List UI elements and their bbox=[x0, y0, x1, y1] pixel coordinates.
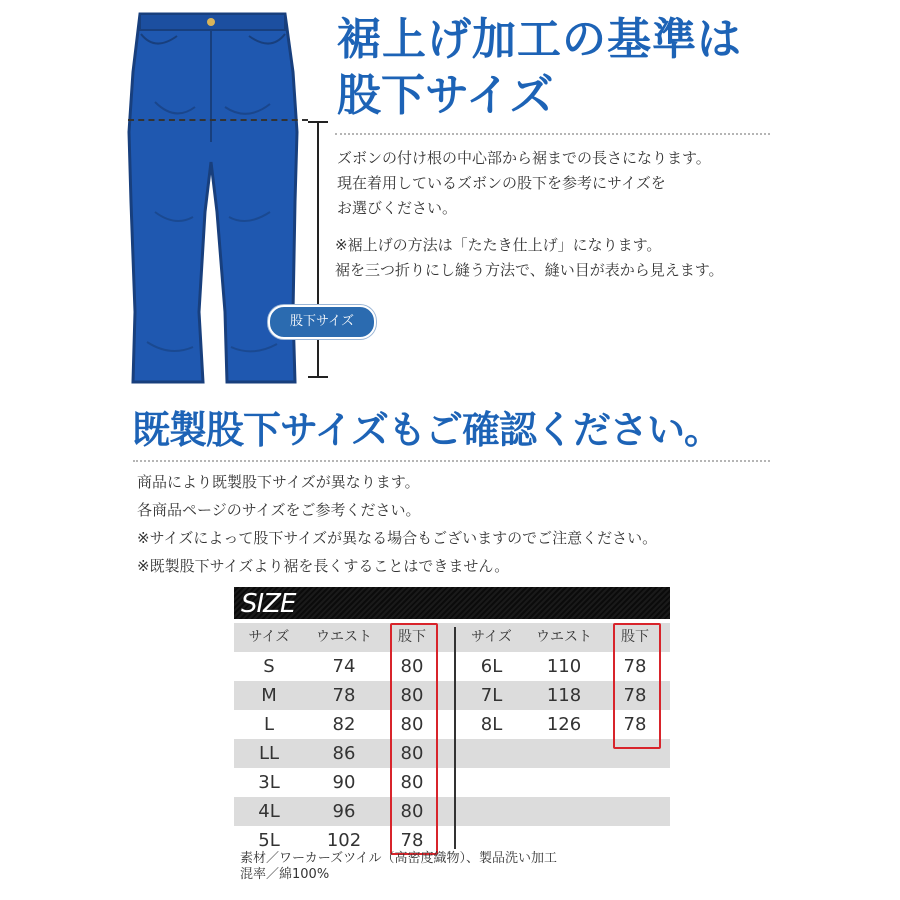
table-row bbox=[234, 681, 670, 710]
crotch-line bbox=[128, 119, 308, 121]
inseam-description bbox=[337, 146, 711, 221]
header-waist: ウエスト bbox=[316, 629, 372, 645]
size-cell: LL bbox=[258, 743, 280, 764]
section2-title: 既製股下サイズもご確認ください。 bbox=[132, 408, 721, 452]
table-row bbox=[234, 652, 670, 681]
table-row bbox=[234, 768, 670, 797]
inseam-label: 股下サイズ bbox=[268, 305, 376, 339]
header-size: サイズ bbox=[471, 629, 512, 645]
hem-note-line: ※裾上げの方法は「たたき仕上げ」になります。 bbox=[335, 236, 662, 254]
size-table-header-bar bbox=[234, 587, 670, 619]
waist-cell: 126 bbox=[546, 714, 582, 735]
waist-cell: 78 bbox=[332, 685, 356, 706]
table-row bbox=[234, 797, 670, 826]
column-divider bbox=[454, 627, 456, 849]
inseam-cell: 80 bbox=[400, 743, 424, 764]
size-table bbox=[234, 587, 670, 893]
description-line: 現在着用しているズボンの股下を参考にサイズを bbox=[337, 174, 666, 192]
waist-cell: 86 bbox=[332, 743, 356, 764]
headline-line2: 股下サイズ bbox=[337, 70, 554, 121]
size-cell: 6L bbox=[480, 656, 503, 677]
size-cell: S bbox=[263, 656, 275, 677]
inseam-cell: 80 bbox=[400, 772, 424, 793]
inseam-cell: 78 bbox=[400, 830, 424, 851]
size-cell: 4L bbox=[258, 801, 280, 822]
material-line: 素材／ワーカーズツイル（高密度織物）、製品洗い加工 bbox=[240, 851, 557, 866]
size-cell: 8L bbox=[480, 714, 503, 735]
inseam-highlight-right bbox=[613, 623, 661, 749]
header-inseam: 股下 bbox=[398, 629, 426, 645]
dotted-divider bbox=[335, 133, 770, 135]
inseam-cell: 78 bbox=[623, 685, 647, 706]
note-line: ※サイズによって股下サイズが異なる場合もございますのでご注意ください。 bbox=[137, 529, 658, 547]
size-cell: M bbox=[261, 685, 277, 706]
table-header-row bbox=[234, 623, 670, 652]
waist-cell: 74 bbox=[332, 656, 356, 677]
inseam-cell: 80 bbox=[400, 685, 424, 706]
waist-cell: 82 bbox=[332, 714, 356, 735]
size-cell: 7L bbox=[480, 685, 503, 706]
headline-line1: 裾上げ加工の基準は bbox=[337, 14, 742, 65]
inseam-measure-top bbox=[308, 121, 328, 123]
material-info bbox=[240, 851, 557, 883]
inseam-measure-bottom bbox=[308, 376, 328, 378]
description-line: ズボンの付け根の中心部から裾までの長さになります。 bbox=[337, 149, 711, 167]
inseam-cell: 78 bbox=[623, 656, 647, 677]
size-cell: 5L bbox=[258, 830, 280, 851]
waist-cell: 102 bbox=[326, 830, 362, 851]
header-size: サイズ bbox=[248, 629, 290, 645]
waist-cell: 90 bbox=[332, 772, 356, 793]
waist-cell: 96 bbox=[332, 801, 356, 822]
size-cell: 3L bbox=[258, 772, 280, 793]
blend-line: 混率／綿100% bbox=[240, 867, 330, 882]
inseam-cell: 78 bbox=[623, 714, 647, 735]
table-row bbox=[234, 710, 670, 739]
dotted-divider bbox=[133, 460, 770, 462]
header-inseam: 股下 bbox=[621, 629, 649, 645]
description-line: お選びください。 bbox=[337, 199, 458, 217]
inseam-cell: 80 bbox=[400, 714, 424, 735]
note-line: 商品により既製股下サイズが異なります。 bbox=[137, 473, 420, 491]
size-table-title: SIZE bbox=[241, 589, 296, 619]
section2-notes bbox=[137, 468, 657, 580]
waist-cell: 110 bbox=[546, 656, 582, 677]
hem-note bbox=[335, 233, 724, 283]
waist-cell: 118 bbox=[546, 685, 582, 706]
header-waist: ウエスト bbox=[536, 629, 592, 645]
hem-note-line: 裾を三つ折りにし縫う方法で、縫い目が表から見えます。 bbox=[335, 261, 724, 279]
size-cell: L bbox=[263, 714, 275, 735]
inseam-cell: 80 bbox=[400, 656, 424, 677]
note-line: ※既製股下サイズより裾を長くすることはできません。 bbox=[137, 557, 510, 575]
table-row bbox=[234, 739, 670, 768]
note-line: 各商品ページのサイズをご参考ください。 bbox=[137, 501, 421, 519]
inseam-highlight-left bbox=[390, 623, 438, 855]
inseam-cell: 80 bbox=[400, 801, 424, 822]
